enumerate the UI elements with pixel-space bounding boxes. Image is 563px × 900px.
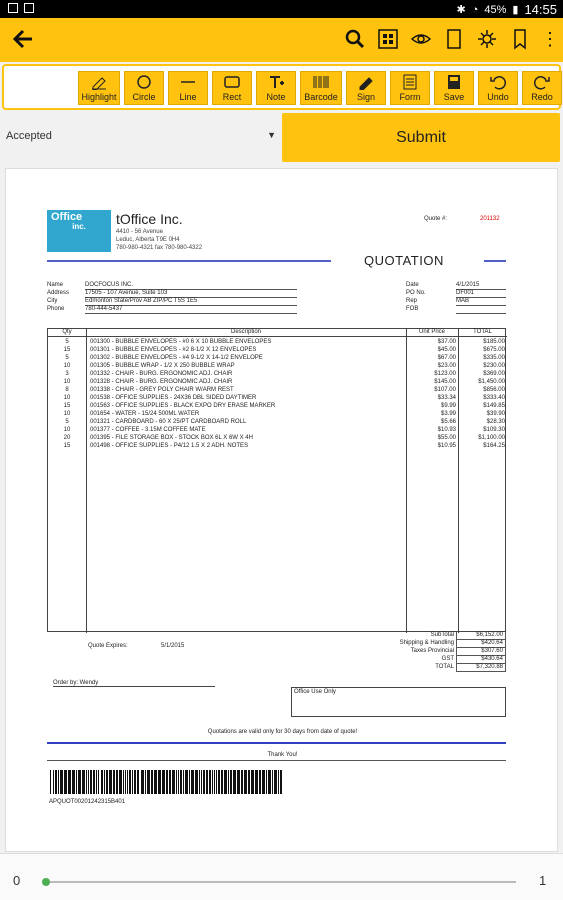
cell-desc: 001563 - OFFICE SUPPLIES - BLACK EXPO DRY ERASE MARKER [90, 403, 276, 409]
page-end-label: 1 [539, 873, 547, 888]
table-row [48, 411, 507, 419]
bluetooth-icon: ✱ [456, 4, 466, 16]
customer-info [47, 282, 297, 314]
cell-qty: 15 [63, 443, 71, 449]
cell-unit: $23.00 [437, 363, 456, 369]
battery-percent: 45% [484, 3, 507, 16]
cell-unit: $55.00 [437, 435, 456, 441]
info-row [47, 290, 297, 298]
totals-value: $430.64 [456, 656, 506, 664]
overflow-menu-icon[interactable]: ⋮ [541, 28, 559, 49]
totals-key: GST [441, 656, 454, 662]
cell-qty: 15 [63, 403, 71, 409]
totals-row [376, 656, 506, 664]
tool-label: Barcode [304, 92, 338, 102]
cell-desc: 001538 - OFFICE SUPPLIES - 24X36 DBL SIDED DAYTIMER [90, 395, 257, 401]
cell-qty: 5 [65, 339, 69, 345]
info-value: 4/1/2015 [456, 282, 506, 290]
cell-qty: 10 [63, 379, 71, 385]
totals-value: $6,152.00 [456, 632, 506, 640]
cell-unit: $9.99 [440, 403, 456, 409]
note-icon [267, 72, 285, 92]
table-row [48, 379, 507, 387]
header-description: Description [86, 329, 406, 337]
table-row [48, 427, 507, 435]
table-row [48, 403, 507, 411]
search-icon[interactable] [343, 26, 367, 52]
cell-total: $335.00 [483, 355, 505, 361]
barcode-text: APQUOT00201242315B401 [49, 799, 126, 805]
cell-total: $1,100.00 [478, 435, 505, 441]
cell-desc: 001301 - BUBBLE ENVELOPES - #2 8-1/2 X 12 ENVELOPES [90, 347, 257, 353]
cell-unit: $5.66 [440, 419, 456, 425]
cell-desc: 001305 - BUBBLE WRAP - 1/2 X 250 BUBBLE WRAP [90, 363, 235, 369]
totals-row [376, 664, 506, 672]
clock: 14:55 [524, 2, 557, 17]
sign-icon [357, 72, 375, 92]
tool-label: Note [266, 92, 286, 102]
info-key: Name [47, 282, 64, 288]
cell-desc: 001300 - BUBBLE ENVELOPES - #0 6 X 10 BUBBLE ENVELOPES [90, 339, 272, 345]
back-arrow-icon[interactable] [10, 26, 40, 54]
quote-number: 201132 [480, 216, 500, 222]
tool-rect-button[interactable] [212, 71, 252, 105]
info-value: 780-444-5437 [85, 306, 297, 314]
cell-unit: $45.00 [437, 347, 456, 353]
cell-qty: 10 [63, 395, 71, 401]
validity-note: Quotations are valid only for 30 days from date of quote! [207, 729, 358, 735]
footer-rule [47, 742, 506, 744]
info-key: Phone [47, 306, 65, 312]
tool-label: Redo [531, 92, 553, 102]
thank-you-text: Thank You! [267, 752, 298, 758]
barcode-icon [312, 72, 330, 92]
page-slider[interactable] [46, 881, 516, 883]
footer-rule-thin [47, 760, 506, 761]
info-key: Date [406, 282, 419, 288]
office-use-box: Office Use Only [291, 687, 506, 717]
totals-block [376, 632, 506, 672]
table-row [48, 363, 507, 371]
annotation-toolbar [2, 64, 561, 110]
page-icon[interactable] [442, 26, 466, 52]
info-value: 17505 - 107 Avenue, Suite 103 [85, 290, 297, 298]
tool-form-button[interactable] [390, 71, 430, 105]
tool-line-button[interactable] [168, 71, 208, 105]
tool-label: Highlight [81, 92, 117, 102]
cell-unit: $123.00 [434, 371, 456, 377]
submit-button[interactable]: Submit [282, 113, 560, 162]
company-address: 4410 - 56 Avenue [116, 229, 163, 235]
page-start-label: 0 [13, 873, 21, 888]
cell-total: $230.00 [483, 363, 505, 369]
image-icon [24, 3, 34, 13]
order-by: Order by: Wendy [53, 680, 215, 687]
page-slider-thumb[interactable] [42, 878, 50, 886]
tool-label: Circle [132, 92, 156, 102]
tool-undo-button[interactable] [478, 71, 518, 105]
cell-total: $185.00 [483, 339, 505, 345]
tool-redo-button[interactable] [522, 71, 562, 105]
info-row [406, 290, 506, 298]
table-row [48, 419, 507, 427]
title-rule-right [484, 260, 506, 262]
cell-qty: 10 [63, 363, 71, 369]
table-row [48, 443, 507, 451]
cell-qty: 10 [63, 411, 71, 417]
tool-label: Rect [222, 92, 242, 102]
company-logo: Office inc. [47, 210, 111, 252]
document-viewer[interactable] [5, 168, 558, 852]
cell-total: $856.00 [483, 387, 505, 393]
cell-desc: 001654 - WATER - 15/24 500ML WATER [90, 411, 200, 417]
tool-label: Line [179, 92, 197, 102]
totals-key: Taxes Provincial [410, 648, 454, 654]
cell-total: $1,450.00 [478, 379, 505, 385]
totals-key: Shipping & Handling [399, 640, 454, 646]
cell-unit: $107.00 [434, 387, 456, 393]
info-row [47, 298, 297, 306]
cell-unit: $33.34 [437, 395, 456, 401]
status-row [0, 112, 563, 164]
info-value: DOCFOCUS INC. [85, 282, 297, 290]
quote-number-label: Quote #: [424, 216, 448, 222]
header-unit-price: Unit Price [406, 329, 458, 337]
table-row [48, 339, 507, 347]
cell-total: $28.30 [486, 419, 505, 425]
status-dropdown[interactable] [6, 130, 278, 150]
cell-unit: $67.00 [437, 355, 456, 361]
cell-qty: 3 [65, 371, 69, 377]
status-value: Accepted [6, 130, 52, 142]
table-row [48, 371, 507, 379]
cell-desc: 001321 - CARDBOARD - 60 X 25/PT CARDBOARD ROLL [90, 419, 247, 425]
tool-label: Save [443, 92, 465, 102]
cell-qty: 8 [65, 387, 69, 393]
tool-sign-button[interactable] [346, 71, 386, 105]
cell-desc: 001328 - CHAIR - BURG. ERGONOMIC ADJ. CHAIR [90, 379, 233, 385]
barcode [50, 770, 285, 794]
company-phone: 780-980-4321 fax 780-980-4322 [116, 245, 203, 251]
cell-unit: $145.00 [434, 379, 456, 385]
totals-value: $7,320.88 [456, 664, 506, 672]
app-bar [0, 18, 563, 62]
totals-row [376, 648, 506, 656]
company-name: tOffice Inc. [116, 211, 183, 227]
tool-label: Form [399, 92, 421, 102]
line-icon [179, 72, 197, 92]
tool-note-button[interactable] [256, 71, 296, 105]
info-key: Address [47, 290, 70, 296]
table-row [48, 395, 507, 403]
table-row [48, 387, 507, 395]
info-key: Rep [406, 298, 418, 304]
table-row [48, 347, 507, 355]
cell-total: $149.85 [483, 403, 505, 409]
cell-qty: 10 [63, 427, 71, 433]
info-key: City [47, 298, 58, 304]
rect-icon [223, 72, 241, 92]
cell-qty: 5 [65, 355, 69, 361]
cell-total: $109.30 [483, 427, 505, 433]
info-key: FOB [406, 306, 419, 312]
undo-icon [489, 72, 507, 92]
cell-desc: 001332 - CHAIR - BURG. ERGONOMIC ADJ. CHAIR [90, 371, 233, 377]
cell-desc: 001377 - COFFEE - 3.15M COFFEE MATE [90, 427, 206, 433]
header-total: TOTAL [458, 329, 507, 337]
items-table [47, 328, 506, 632]
quote-expires-label: Quote Expires: [88, 643, 128, 649]
quote-info [406, 282, 506, 314]
cell-unit: $10.93 [437, 427, 456, 433]
info-row [47, 282, 297, 290]
info-value: MAB [456, 298, 506, 306]
tool-label: Undo [487, 92, 509, 102]
cell-desc: 001302 - BUBBLE ENVELOPES - #4 9-1/2 X 14-1/2 ENVELOPE [90, 355, 263, 361]
table-row [48, 435, 507, 443]
document-title: QUOTATION [364, 253, 444, 268]
totals-key: TOTAL [435, 664, 454, 670]
title-rule [47, 260, 331, 262]
bookmark-icon[interactable] [508, 26, 532, 52]
cell-desc: 001395 - FILE STORAGE BOX - STOCK BOX 6L X 6W X 4H [90, 435, 253, 441]
totals-value: $420.64 [456, 640, 506, 648]
cell-total: $164.25 [483, 443, 505, 449]
cell-total: $333.40 [483, 395, 505, 401]
totals-key: SubTotal [430, 632, 454, 638]
cell-qty: 15 [63, 347, 71, 353]
tool-highlight-button[interactable] [78, 71, 120, 105]
dropdown-caret-icon: ▼ [267, 130, 276, 140]
cell-qty: 20 [63, 435, 71, 441]
cell-unit: $10.95 [437, 443, 456, 449]
cell-desc: 001498 - OFFICE SUPPLIES - P4/12 1.5 X 2 ADH. NOTES [90, 443, 249, 449]
totals-value: $307.60 [456, 648, 506, 656]
settings-icon[interactable] [475, 26, 499, 52]
redo-icon [533, 72, 551, 92]
info-row [406, 306, 506, 314]
form-icon [401, 72, 419, 92]
cell-qty: 5 [65, 419, 69, 425]
info-row [47, 306, 297, 314]
status-bar [0, 0, 563, 18]
cell-total: $39.90 [486, 411, 505, 417]
quote-expires-date: 5/1/2015 [161, 643, 185, 649]
cell-unit: $3.99 [440, 411, 456, 417]
highlight-icon [90, 72, 108, 92]
tool-save-button[interactable] [434, 71, 474, 105]
save-icon [445, 72, 463, 92]
tool-barcode-button[interactable] [300, 71, 342, 105]
info-key: PO No. [406, 290, 426, 296]
thumbnails-icon[interactable] [376, 26, 400, 52]
info-row [406, 298, 506, 306]
battery-icon: ▮ [512, 4, 519, 16]
info-value: Edmonton State/Prov AB ZIP/PC T5S 1E5 [85, 298, 297, 306]
document-page [6, 169, 559, 853]
eye-icon[interactable] [409, 26, 433, 52]
info-row [406, 282, 506, 290]
cell-total: $675.00 [483, 347, 505, 353]
totals-row [376, 640, 506, 648]
tool-circle-button[interactable] [124, 71, 164, 105]
wifi-icon: ◔ [471, 3, 479, 16]
table-row [48, 355, 507, 363]
totals-row [376, 632, 506, 640]
tool-label: Sign [356, 92, 375, 102]
header-qty: Qty [48, 329, 86, 337]
circle-icon [135, 72, 153, 92]
cell-desc: 001338 - CHAIR - GREY POLY CHAIR W/ARM REST [90, 387, 234, 393]
info-value: DF001 [456, 290, 506, 298]
page-navigator [0, 853, 563, 900]
cell-unit: $37.00 [437, 339, 456, 345]
cell-total: $369.00 [483, 371, 505, 377]
notification-icon [8, 3, 18, 13]
company-city: Leduc, Alberta T9E 0H4 [116, 237, 180, 243]
info-value [456, 306, 506, 314]
